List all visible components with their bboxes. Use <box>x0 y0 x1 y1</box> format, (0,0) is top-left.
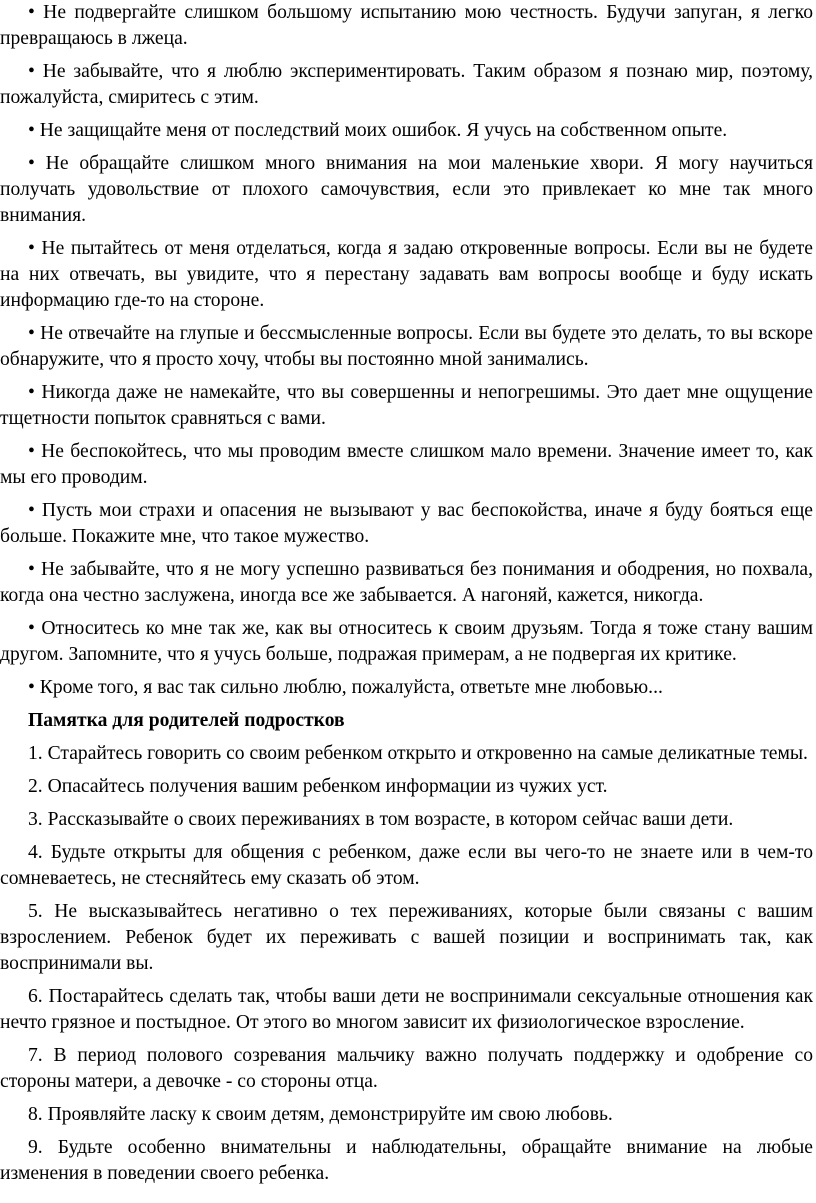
bullet-paragraph: • Относитесь ко мне так же, как вы относитесь к своим друзьям. Тогда я тоже стану вашим другом. Запомните, что я учусь больше, подражая примерам, а не подвергая их критике. <box>0 618 813 665</box>
numbered-paragraph: 2. Опасайтесь получения вашим ребенком информации из чужих уст. <box>28 776 608 797</box>
bullet-paragraph: • Не подвергайте слишком большому испытанию мою честность. Будучи запуган, я легко превращаюсь в лжеца. <box>0 2 813 49</box>
bullet-paragraph: • Кроме того, я вас так сильно люблю, пожалуйста, ответьте мне любовью... <box>28 677 663 698</box>
numbered-paragraph: 6. Постарайтесь сделать так, чтобы ваши дети не воспринимали сексуальные отношения как нечто грязное и постыдное. От этого во многом зависит их физиологическое взросление. <box>0 986 813 1033</box>
bullet-paragraph: • Не забывайте, что я не могу успешно развиваться без понимания и ободрения, но похвала, когда она честно заслужена, иногда все же забывается. А нагоняй, кажется, никогда. <box>0 559 813 606</box>
section-heading: Памятка для родителей подростков <box>28 710 345 731</box>
bullet-paragraph: • Никогда даже не намекайте, что вы совершенны и непогрешимы. Это дает мне ощущение тщетности попыток сравняться с вами. <box>0 382 813 429</box>
bullet-paragraph: • Не отвечайте на глупые и бессмысленные вопросы. Если вы будете это делать, то вы вскоре обнаружите, что я просто хочу, чтобы вы постоянно мной занимались. <box>0 323 813 370</box>
numbered-paragraph: 7. В период полового созревания мальчику важно получать поддержку и одобрение со стороны матери, а девочке - со стороны отца. <box>0 1045 813 1092</box>
bullet-paragraph: • Не пытайтесь от меня отделаться, когда я задаю откровенные вопросы. Если вы не будете на них отвечать, вы увидите, что я перестану задавать вам вопросы вообще и буду искать информацию где-то на стороне. <box>0 238 813 311</box>
parent-memo-list <box>0 741 813 1187</box>
numbered-paragraph: 9. Будьте особенно внимательны и наблюдательны, обращайте внимание на любые изменения в поведении своего ребенка. <box>0 1137 813 1184</box>
bullet-paragraph: • Не защищайте меня от последствий моих ошибок. Я учусь на собственном опыте. <box>28 120 728 141</box>
bullet-paragraph: • Не забывайте, что я люблю экспериментировать. Таким образом я познаю мир, поэтому, пожалуйста, смиритесь с этим. <box>0 61 813 108</box>
numbered-paragraph: 5. Не высказывайтесь негативно о тех переживаниях, которые были связаны с вашим взрослением. Ребенок будет их переживать с вашей позиции и воспринимать так, как воспринимали вы. <box>0 901 813 974</box>
bullet-paragraph: • Пусть мои страхи и опасения не вызывают у вас беспокойства, иначе я буду бояться еще больше. Покажите мне, что такое мужество. <box>0 500 813 547</box>
numbered-paragraph: 3. Рассказывайте о своих переживаниях в том возрасте, в котором сейчас ваши дети. <box>28 809 734 830</box>
numbered-paragraph: 4. Будьте открыты для общения с ребенком, даже если вы чего-то не знаете или в чем-то сомневаетесь, не стесняйтесь ему сказать об этом. <box>0 842 813 889</box>
numbered-paragraph: 1. Старайтесь говорить со своим ребенком открыто и откровенно на самые деликатные темы. <box>28 743 808 764</box>
bullet-paragraph: • Не беспокойтесь, что мы проводим вместе слишком мало времени. Значение имеет то, как мы его проводим. <box>0 441 813 488</box>
numbered-paragraph: 8. Проявляйте ласку к своим детям, демонстрируйте им свою любовь. <box>28 1104 613 1125</box>
bullet-paragraph: • Не обращайте слишком много внимания на мои маленькие хвори. Я могу научиться получать удовольствие от плохого самочувствия, если это привлекает ко мне так много внимания. <box>0 153 813 226</box>
